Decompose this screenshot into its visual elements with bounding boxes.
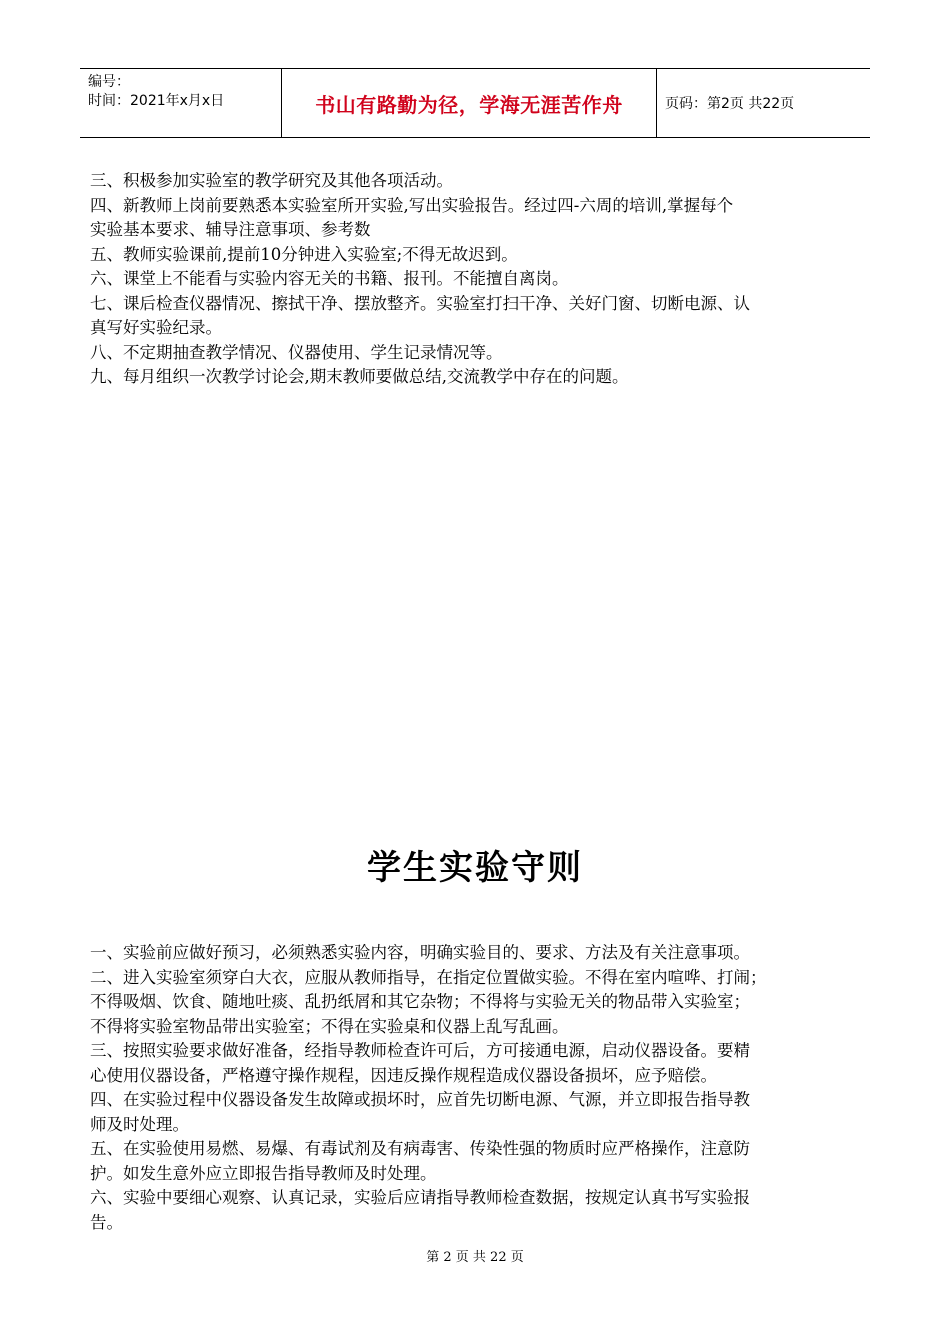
rule-line: 护。如发生意外应立即报告指导教师及时处理。 — [90, 1163, 437, 1183]
rule-line: 不得将实验室物品带出实验室；不得在实验桌和仪器上乱写乱画。 — [90, 1016, 569, 1036]
rule-line: 师及时处理。 — [90, 1114, 189, 1134]
time-label: 时间：2021年x月x日 — [88, 93, 225, 109]
rule-line: 五、教师实验课前,提前10分钟进入实验室;不得无故迟到。 — [90, 244, 518, 264]
rule-line: 四、在实验过程中仪器设备发生故障或损坏时，应首先切断电源、气源，并立即报告指导教 — [90, 1090, 750, 1109]
rule-line: 实验基本要求、辅导注意事项、参考数 — [90, 220, 371, 239]
rule-line: 心使用仪器设备，严格遵守操作规程，因违反操作规程造成仪器设备损坏，应予赔偿。 — [90, 1065, 717, 1085]
document-header — [80, 68, 870, 138]
number-label: 编号： — [88, 74, 130, 90]
rule-line: 四、新教师上岗前要熟悉本实验室所开实验,写出实验报告。经过四-六周的培训,掌握每个 — [90, 195, 734, 215]
teacher-rules — [90, 169, 868, 390]
rule-line: 六、课堂上不能看与实验内容无关的书籍、报刊。不能擅自离岗。 — [90, 269, 569, 288]
header-motto: 书山有路勤为径，学海无涯苦作舟 — [282, 69, 657, 137]
rule-line: 六、实验中要细心观察、认真记录，实验后应请指导教师检查数据，按规定认真书写实验报 — [90, 1188, 750, 1207]
page-title: 学生实验守则 — [367, 848, 583, 888]
rule-line: 真写好实验纪录。 — [90, 318, 222, 337]
rule-line: 二、进入实验室须穿白大衣，应服从教师指导，在指定位置做实验。不得在室内喧哗、打闹； — [90, 967, 767, 987]
rule-line: 八、不定期抽查教学情况、仪器使用、学生记录情况等。 — [90, 342, 503, 362]
rule-line: 三、按照实验要求做好准备，经指导教师检查许可后，方可接通电源，启动仪器设备。要精 — [90, 1041, 750, 1060]
rule-line: 一、实验前应做好预习，必须熟悉实验内容，明确实验目的、要求、方法及有关注意事项。 — [90, 943, 750, 962]
rule-line: 不得吸烟、饮食、随地吐痰、乱扔纸屑和其它杂物；不得将与实验无关的物品带入实验室； — [90, 992, 750, 1011]
student-rules — [90, 941, 868, 1235]
header-meta-cell — [80, 69, 282, 137]
rule-line: 七、课后检查仪器情况、擦拭干净、摆放整齐。实验室打扫干净、关好门窗、切断电源、认 — [90, 293, 750, 313]
page-footer: 第 2 页 共 22 页 — [426, 1250, 524, 1265]
rule-line: 九、每月组织一次教学讨论会,期末教师要做总结,交流教学中存在的问题。 — [90, 367, 629, 386]
rule-line: 告。 — [90, 1212, 123, 1232]
rule-line: 五、在实验使用易燃、易爆、有毒试剂及有病毒害、传染性强的物质时应严格操作，注意防 — [90, 1139, 750, 1158]
header-page-info: 页码：第2页 共22页 — [665, 96, 795, 112]
rule-line: 三、积极参加实验室的教学研究及其他各项活动。 — [90, 171, 453, 190]
